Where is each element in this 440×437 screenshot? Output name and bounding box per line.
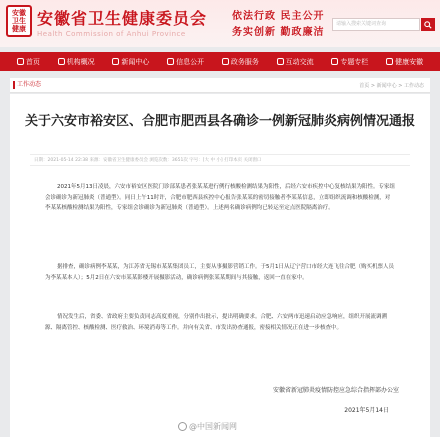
main-nav	[0, 52, 440, 71]
seal-line: 卫生	[12, 17, 26, 25]
slogan-line-1: 依法行政 民主公开	[232, 11, 325, 22]
nav-item-label: 机构概况	[66, 57, 95, 66]
nav-item-label: 信息公开	[176, 57, 205, 66]
watermark-text: @中国新闻网	[189, 422, 237, 431]
nav-item-health[interactable]	[386, 57, 423, 67]
building-icon	[58, 58, 65, 65]
seal-line: 安徽	[12, 9, 26, 17]
service-icon	[222, 58, 229, 65]
site-header	[0, 0, 440, 47]
nav-item-info[interactable]	[167, 57, 204, 67]
nav-item-label: 健康安徽	[395, 57, 424, 66]
article-paragraph: 情况发生后，省委、省政府主要负责同志高度重视，分别作出批示，提出明确要求。合肥、六安两市迅速启动应急响应，组织开展流调溯源、隔离管控、核酸检测、医疗救治、环境消毒等工作。并向有关省、市发出协查通报，密接相关情况正在进一步核查中。	[45, 314, 388, 331]
news-icon	[112, 58, 119, 65]
breadcrumb-bar	[10, 78, 430, 93]
breadcrumb[interactable]: 首页 > 新闻中心 > 工作动态	[359, 83, 424, 89]
article-title: 关于六安市裕安区、合肥市肥西县各确诊一例新冠肺炎病例情况通报	[24, 114, 415, 129]
site-title[interactable]: 安徽省卫生健康委员会	[37, 9, 208, 28]
info-icon	[167, 58, 174, 65]
watermark	[178, 421, 237, 432]
nav-item-interact[interactable]	[277, 57, 314, 67]
slogan-line-2: 务实创新 勤政廉洁	[232, 27, 325, 38]
health-icon	[386, 58, 393, 65]
site-subtitle: Health Commission of Anhui Province	[37, 30, 186, 38]
article-signature: 安徽省新冠肺炎疫情防控应急综合指挥部办公室	[272, 387, 399, 394]
weibo-icon	[178, 422, 187, 431]
nav-item-about[interactable]	[58, 57, 95, 67]
chat-icon	[277, 58, 284, 65]
seal-line: 健康	[12, 25, 26, 33]
search-button[interactable]	[421, 18, 435, 31]
nav-item-service[interactable]	[222, 57, 259, 67]
nav-item-label: 首页	[25, 57, 40, 66]
article-paragraph: 据排查，确诊病例李某某，为江苏省无锡市某某集团员工，主要从事摄影营销工作。于5月1日从辽宁营口市经大连飞往合肥（购买机票人员为李某某本人）；5月2日在六安市某某影楼开展摄影活动，确诊病例张某某期间与其接触，返回一直在家中。	[45, 264, 395, 281]
section-title[interactable]: 工作动态	[13, 81, 41, 89]
search-input[interactable]: 请输入搜索关键词查询	[332, 18, 420, 31]
article-meta: 日期：2021-05-14 22:38 来源：安徽省卫生健康委员会 浏览次数：3651次 字号：[大 中 小] 打印本页 关闭窗口	[30, 154, 410, 166]
article-date: 2021年5月14日	[344, 407, 389, 414]
nav-item-label: 政务服务	[230, 57, 259, 66]
nav-item-label: 新闻中心	[121, 57, 150, 66]
nav-item-label: 互动交流	[285, 57, 314, 66]
nav-item-label: 专题专栏	[340, 57, 369, 66]
search-icon	[424, 21, 432, 29]
nav-item-home[interactable]	[17, 57, 40, 67]
site-logo[interactable]	[6, 5, 32, 37]
nav-item-news[interactable]	[112, 57, 149, 67]
home-icon	[17, 58, 24, 65]
article-panel	[10, 94, 430, 437]
article-paragraph: 2021年5月13日凌晨，六安市裕安区医院门诊部某患者张某某进行例行核酸检测结果为阳性，后经六安市疾控中心复核结果为阳性。专家组会诊确诊为新冠肺炎（普通型）。同日上午11时许，合肥市肥西县疾控中心报告张某某的密切接触者李某某信息，立即组织流调和核酸检测，对李某某核酸检测结果为阳性，专家组会诊确诊为新冠肺炎（普通型）。上述两名确诊病例均已转运至定点医院隔离治疗。	[45, 184, 395, 211]
topic-icon	[331, 58, 338, 65]
nav-item-topics[interactable]	[331, 57, 368, 67]
